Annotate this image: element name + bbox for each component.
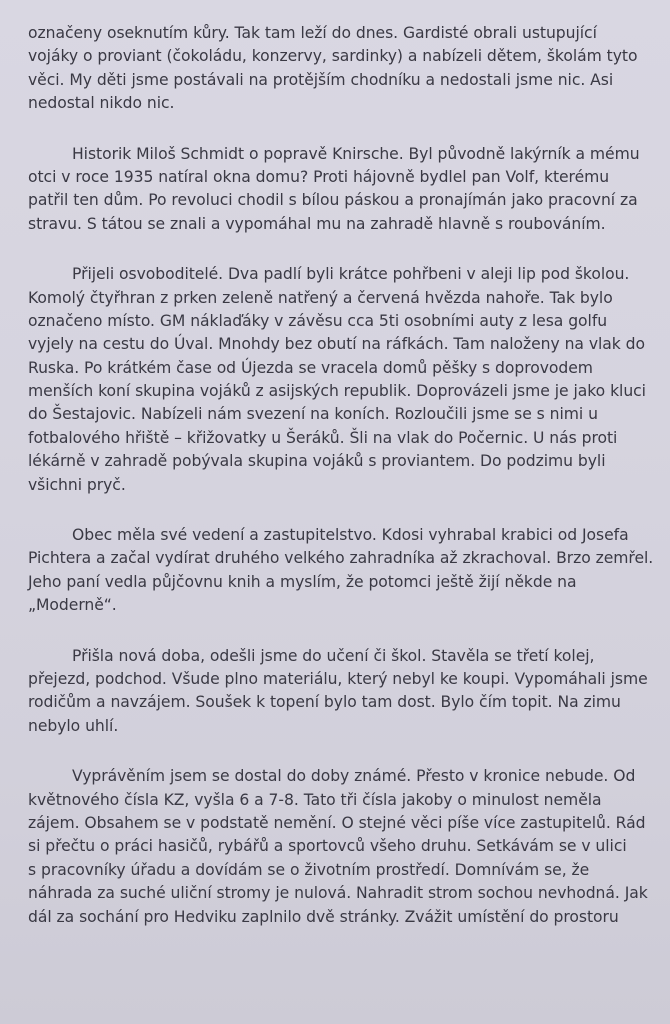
text-line: nedostal nikdo nic. [28, 94, 175, 113]
paragraph-5 [28, 645, 648, 739]
text-line: Přišla nová doba, odešli jsme do učení či škol. Stavěla se třetí kolej, [72, 646, 595, 665]
text-line: Historik Miloš Schmidt o popravě Knirsche. Byl původně lakýrník a mému [72, 144, 640, 163]
text-line: všichni pryč. [28, 475, 126, 494]
text-line: otci v roce 1935 natíral okna domu? Proti hájovně bydlel pan Volf, kterému [28, 167, 610, 186]
text-line: náhrada za suché uliční stromy je nulová. Nahradit strom sochou nevhodná. Jak [28, 884, 648, 903]
text-line: fotbalového hřiště – křižovatky u Šeráků. Šli na vlak do Počernic. U nás proti [28, 428, 618, 447]
text-line: vyjely na cestu do Úval. Mnohdy bez obutí na ráfkách. Tam naloženy na vlak do [28, 335, 646, 354]
text-line: si přečtu o práci hasičů, rybářů a sportovců všeho druhu. Setkávám se v ulici [28, 837, 627, 856]
paragraph-4 [28, 524, 654, 618]
text-line: dál za sochání pro Hedviku zaplnilo dvě stránky. Zvážit umístění do prostoru [28, 907, 619, 926]
text-line: patřil ten dům. Po revoluci chodil s bílou páskou a pronajímán jako pracovní za [28, 191, 638, 210]
text-line: Přijeli osvoboditelé. Dva padlí byli krátce pohřbeni v aleji lip pod školou. [72, 265, 630, 284]
text-line: do Šestajovic. Nabízeli nám svezení na koních. Rozloučili jsme se s nimi u [28, 405, 598, 424]
text-line: vojáky o proviant (čokoládu, konzervy, sardinky) a nabízeli dětem, školám tyto [28, 47, 638, 66]
text-line: Komolý čtyřhran z prken zeleně natřený a červená hvězda nahoře. Tak bylo [28, 288, 613, 307]
text-line: „Moderně“. [28, 596, 117, 615]
text-line: s pracovníky úřadu a dovídám se o životním prostředí. Domnívám se, že [28, 860, 590, 879]
text-line: Pichtera a začal vydírat druhého velkého zahradníka až zkrachoval. Brzo zemřel. [28, 549, 654, 568]
text-line: přejezd, podchod. Všude plno materiálu, který nebyl ke koupi. Vypomáhali jsme [28, 669, 648, 688]
text-line: květnového čísla KZ, vyšla 6 a 7-8. Tato tři čísla jakoby o minulost neměla [28, 790, 602, 809]
text-line: Ruska. Po krátkém čase od Újezda se vracela domů pěšky s doprovodem [28, 358, 593, 377]
paragraph-2 [28, 143, 642, 237]
text-line: označeno místo. GM náklaďáky v závěsu cca 5ti osobními auty z lesa golfu [28, 311, 608, 330]
text-line: Vyprávěním jsem se dostal do doby známé. Přesto v kronice nebude. Od [72, 767, 636, 786]
text-line: rodičům a navzájem. Soušek k topení bylo tam dost. Bylo čím topit. Na zimu [28, 693, 621, 712]
text-line: menších koní skupina vojáků z asijských republik. Doprovázeli jsme je jako kluci [28, 382, 646, 401]
text-line: Jeho paní vedla půjčovnu knih a myslím, že potomci ještě žijí někde na [28, 572, 577, 591]
text-line: stravu. S tátou se znali a vypomáhal mu na zahradě hlavně s roubováním. [28, 214, 606, 233]
text-line: označeny oseknutím kůry. Tak tam leží do dnes. Gardisté obrali ustupující [28, 24, 597, 42]
paragraph-1 [28, 22, 642, 116]
text-line: zájem. Obsahem se v podstatě nemění. O stejné věci píše více zastupitelů. Rád [28, 813, 646, 832]
text-line: Obec měla své vedení a zastupitelstvo. Kdosi vyhrabal krabici od Josefa [72, 526, 629, 545]
paragraph-3 [28, 263, 646, 497]
text-line: věci. My děti jsme postávali na protějším chodníku a nedostali jsme nic. Asi [28, 70, 614, 89]
text-line: lékárně v zahradě pobývala skupina vojáků s proviantem. Do podzimu byli [28, 452, 606, 471]
paragraph-6 [28, 765, 648, 929]
text-line: nebylo uhlí. [28, 716, 119, 735]
